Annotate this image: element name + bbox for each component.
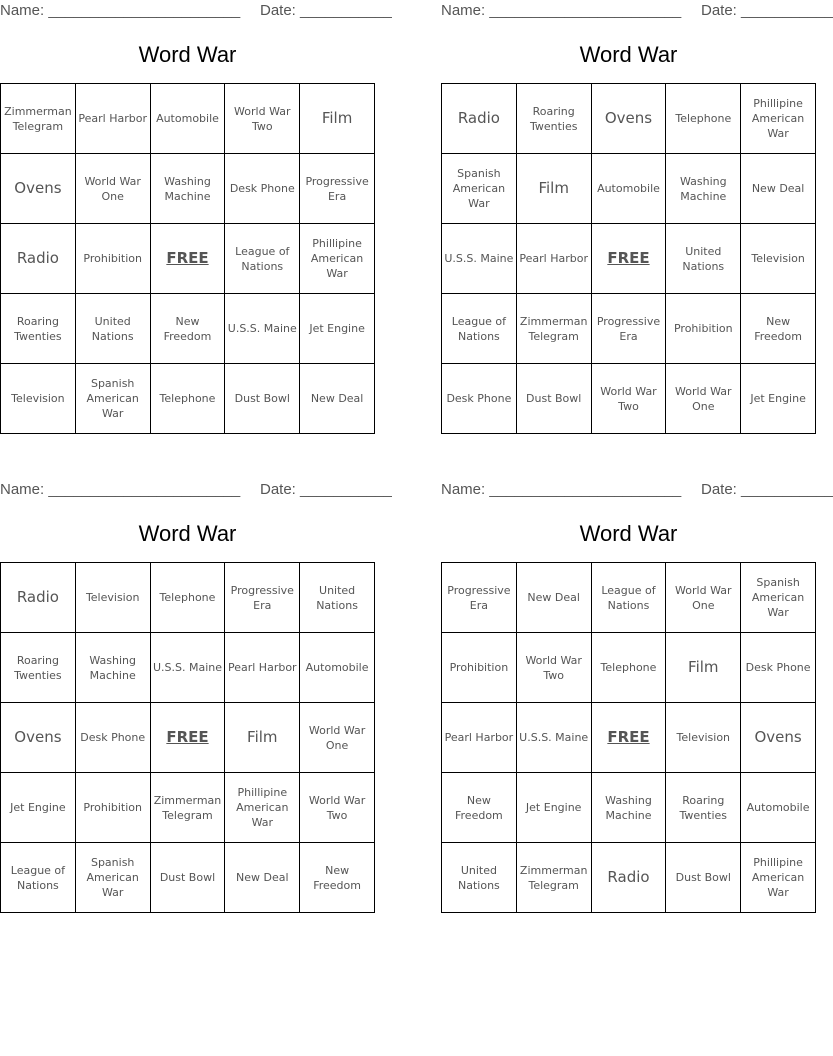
card-header xyxy=(441,2,833,20)
bingo-cell: Ovens xyxy=(741,703,816,773)
bingo-cell: Zimmerman Telegram xyxy=(150,773,225,843)
bingo-cell: Roaring Twenties xyxy=(666,773,741,843)
bingo-cell: Desk Phone xyxy=(741,633,816,703)
bingo-cell: Desk Phone xyxy=(75,703,150,773)
bingo-cell: Radio xyxy=(591,843,666,913)
bingo-cell: Jet Engine xyxy=(741,364,816,434)
bingo-cell: Film xyxy=(225,703,300,773)
card-title: Word War xyxy=(579,42,678,67)
bingo-cell: Roaring Twenties xyxy=(1,633,76,703)
grid-row xyxy=(1,563,375,633)
grid-row xyxy=(442,703,816,773)
card-header xyxy=(441,481,833,499)
bingo-cell: Radio xyxy=(1,224,76,294)
bingo-cell: Prohibition xyxy=(442,633,517,703)
bingo-cell: Automobile xyxy=(150,84,225,154)
grid-row xyxy=(442,563,816,633)
bingo-cell: League of Nations xyxy=(591,563,666,633)
bingo-cell: United Nations xyxy=(75,294,150,364)
bingo-cell: Radio xyxy=(442,84,517,154)
bingo-cell: Washing Machine xyxy=(150,154,225,224)
bingo-cell: Ovens xyxy=(1,703,76,773)
bingo-cell: Spanish American War xyxy=(75,843,150,913)
card-header xyxy=(0,2,392,20)
name-field: Name: _______________________ xyxy=(0,481,241,498)
bingo-cell: Zimmerman Telegram xyxy=(516,294,591,364)
bingo-grid xyxy=(0,562,375,913)
bingo-cell: Prohibition xyxy=(75,773,150,843)
free-space-cell: FREE xyxy=(591,703,666,773)
bingo-cell: Pearl Harbor xyxy=(225,633,300,703)
bingo-cell: World War One xyxy=(666,364,741,434)
bingo-cell: Roaring Twenties xyxy=(516,84,591,154)
bingo-cell: Ovens xyxy=(1,154,76,224)
grid-row xyxy=(1,154,375,224)
bingo-cell: Prohibition xyxy=(75,224,150,294)
bingo-cell: Pearl Harbor xyxy=(442,703,517,773)
bingo-cell: Progressive Era xyxy=(225,563,300,633)
bingo-cell: Automobile xyxy=(300,633,375,703)
bingo-cell: League of Nations xyxy=(1,843,76,913)
grid-row xyxy=(1,294,375,364)
grid-row xyxy=(442,224,816,294)
name-field: Name: _______________________ xyxy=(0,2,241,19)
bingo-cell: League of Nations xyxy=(225,224,300,294)
free-space-cell: FREE xyxy=(150,703,225,773)
bingo-cell: World War Two xyxy=(516,633,591,703)
bingo-cell: Dust Bowl xyxy=(666,843,741,913)
bingo-cell: Television xyxy=(75,563,150,633)
bingo-cell: Phillipine American War xyxy=(300,224,375,294)
bingo-cell: Radio xyxy=(1,563,76,633)
bingo-cell: Zimmerman Telegram xyxy=(1,84,76,154)
grid-row xyxy=(1,703,375,773)
bingo-cell: World War Two xyxy=(225,84,300,154)
bingo-cell: Zimmerman Telegram xyxy=(516,843,591,913)
bingo-cell: U.S.S. Maine xyxy=(150,633,225,703)
bingo-cell: Automobile xyxy=(741,773,816,843)
bingo-cell: Dust Bowl xyxy=(516,364,591,434)
bingo-cell: Pearl Harbor xyxy=(516,224,591,294)
grid-row xyxy=(442,633,816,703)
bingo-cell: Phillipine American War xyxy=(741,84,816,154)
bingo-cell: Jet Engine xyxy=(516,773,591,843)
bingo-cell: World War One xyxy=(666,563,741,633)
grid-row xyxy=(1,364,375,434)
free-space-cell: FREE xyxy=(591,224,666,294)
bingo-cell: New Deal xyxy=(300,364,375,434)
bingo-cell: League of Nations xyxy=(442,294,517,364)
card-title: Word War xyxy=(579,521,678,546)
bingo-cell: Progressive Era xyxy=(591,294,666,364)
bingo-cell: Progressive Era xyxy=(300,154,375,224)
bingo-cell: Jet Engine xyxy=(300,294,375,364)
bingo-cell: Pearl Harbor xyxy=(75,84,150,154)
bingo-cell: Desk Phone xyxy=(442,364,517,434)
bingo-cell: Phillipine American War xyxy=(225,773,300,843)
grid-row xyxy=(1,224,375,294)
bingo-grid xyxy=(441,83,816,434)
grid-row xyxy=(1,773,375,843)
bingo-cell: Film xyxy=(666,633,741,703)
bingo-cell: New Freedom xyxy=(150,294,225,364)
bingo-cell: United Nations xyxy=(442,843,517,913)
bingo-cell: U.S.S. Maine xyxy=(516,703,591,773)
bingo-cell: New Deal xyxy=(741,154,816,224)
bingo-cell: New Deal xyxy=(516,563,591,633)
bingo-cell: Phillipine American War xyxy=(741,843,816,913)
grid-row xyxy=(442,154,816,224)
bingo-cell: Progressive Era xyxy=(442,563,517,633)
bingo-cell: Television xyxy=(666,703,741,773)
bingo-cell: New Freedom xyxy=(300,843,375,913)
bingo-cell: New Freedom xyxy=(442,773,517,843)
bingo-cell: World War One xyxy=(300,703,375,773)
bingo-cell: U.S.S. Maine xyxy=(225,294,300,364)
bingo-cell: World War One xyxy=(75,154,150,224)
bingo-cell: United Nations xyxy=(666,224,741,294)
grid-row xyxy=(442,84,816,154)
date-field: Date: ___________ xyxy=(260,2,392,19)
bingo-cell: World War Two xyxy=(591,364,666,434)
bingo-cell: Dust Bowl xyxy=(225,364,300,434)
date-field: Date: ___________ xyxy=(701,2,833,19)
bingo-cell: Telephone xyxy=(591,633,666,703)
grid-row xyxy=(442,773,816,843)
bingo-cell: Telephone xyxy=(150,364,225,434)
bingo-cell: Telephone xyxy=(150,563,225,633)
bingo-cell: United Nations xyxy=(300,563,375,633)
bingo-cell: World War Two xyxy=(300,773,375,843)
date-field: Date: ___________ xyxy=(701,481,833,498)
grid-row xyxy=(1,84,375,154)
grid-row xyxy=(442,294,816,364)
bingo-cell: Spanish American War xyxy=(442,154,517,224)
bingo-cell: Television xyxy=(741,224,816,294)
bingo-cell: Washing Machine xyxy=(666,154,741,224)
grid-row xyxy=(442,364,816,434)
bingo-grid xyxy=(441,562,816,913)
bingo-cell: New Freedom xyxy=(741,294,816,364)
grid-row xyxy=(442,843,816,913)
bingo-cell: Spanish American War xyxy=(75,364,150,434)
grid-row xyxy=(1,633,375,703)
bingo-cell: Film xyxy=(300,84,375,154)
bingo-cell: Television xyxy=(1,364,76,434)
bingo-cell: New Deal xyxy=(225,843,300,913)
bingo-cell: Washing Machine xyxy=(75,633,150,703)
name-field: Name: _______________________ xyxy=(441,481,682,498)
name-field: Name: _______________________ xyxy=(441,2,682,19)
bingo-cell: Dust Bowl xyxy=(150,843,225,913)
grid-row xyxy=(1,843,375,913)
bingo-cell: Jet Engine xyxy=(1,773,76,843)
bingo-cell: Spanish American War xyxy=(741,563,816,633)
free-space-cell: FREE xyxy=(150,224,225,294)
bingo-cell: Washing Machine xyxy=(591,773,666,843)
bingo-cell: U.S.S. Maine xyxy=(442,224,517,294)
card-title: Word War xyxy=(138,521,237,546)
bingo-cell: Prohibition xyxy=(666,294,741,364)
bingo-cell: Automobile xyxy=(591,154,666,224)
date-field: Date: ___________ xyxy=(260,481,392,498)
card-title: Word War xyxy=(138,42,237,67)
card-header xyxy=(0,481,392,499)
bingo-cell: Roaring Twenties xyxy=(1,294,76,364)
bingo-grid xyxy=(0,83,375,434)
bingo-cell: Ovens xyxy=(591,84,666,154)
bingo-cell: Desk Phone xyxy=(225,154,300,224)
bingo-cell: Telephone xyxy=(666,84,741,154)
bingo-cell: Film xyxy=(516,154,591,224)
